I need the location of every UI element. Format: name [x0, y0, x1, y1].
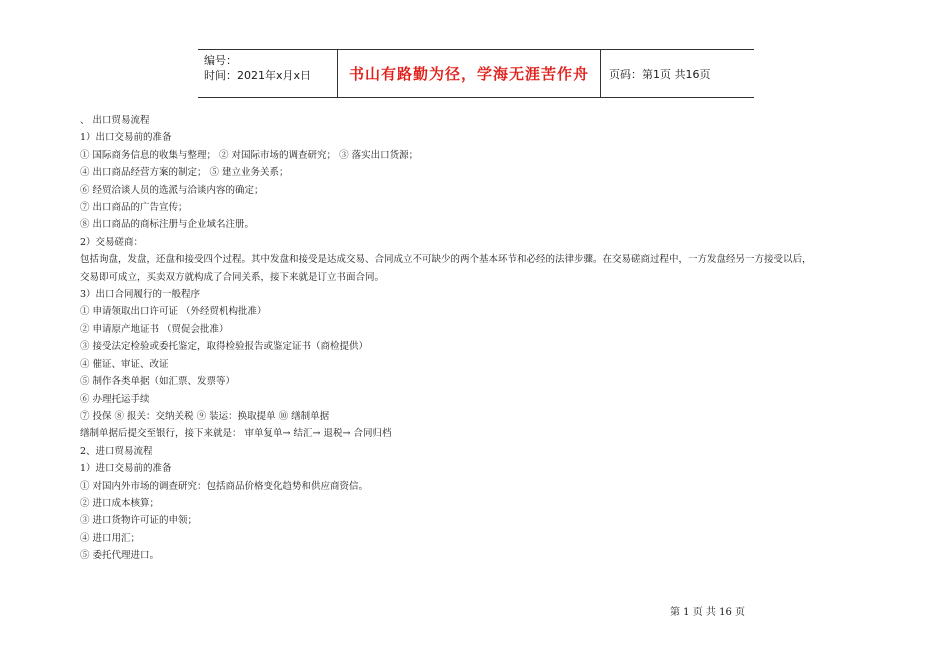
list-item: ⑥ 办理托运手续: [80, 393, 150, 405]
paragraph-line: 缮制单据后提交至银行，接下来就是： 审单复单→ 结汇→ 退税→ 合同归档: [80, 428, 392, 440]
page-footer: 第 1 页 共 16 页: [670, 607, 745, 618]
list-item: ③ 接受法定检验或委托鉴定，取得检验报告或鉴定证书（商检提供）: [80, 341, 369, 353]
document-header: [198, 49, 754, 98]
subheading: 1）出口交易前的准备: [80, 132, 172, 144]
subheading: 2）交易磋商：: [80, 236, 144, 248]
list-item: ④ 出口商品经营方案的制定； ⑤ 建立业务关系；: [80, 167, 289, 179]
list-item: ⑥ 经贸洽谈人员的选派与洽谈内容的确定；: [80, 184, 264, 196]
list-item: ⑦ 出口商品的广告宣传；: [80, 202, 188, 214]
header-info: [198, 50, 338, 97]
motto: 书山有路勤为径，学海无涯苦作舟: [338, 50, 601, 97]
list-item: ⑧ 出口商品的商标注册与企业域名注册。: [80, 219, 255, 231]
number-label: 编号：: [204, 54, 237, 67]
list-item: ① 申请领取出口许可证 （外经贸机构批准）: [80, 306, 267, 318]
section-heading: 2、进口贸易流程: [80, 445, 153, 457]
list-item: ④ 进口用汇；: [80, 532, 141, 544]
subheading: 1）进口交易前的准备: [80, 463, 172, 475]
list-item: ① 对国内外市场的调查研究：包括商品价格变化趋势和供应商资信。: [80, 480, 369, 492]
paragraph-line: 交易即可成立，买卖双方就构成了合同关系，接下来就是订立书面合同。: [80, 271, 385, 283]
list-item: ② 进口成本核算；: [80, 497, 160, 509]
list-item: ⑤ 委托代理进口。: [80, 550, 160, 562]
list-item: ⑦ 投保 ⑧ 报关：交纳关税 ⑨ 装运：换取提单 ⑩ 缮制单据: [80, 410, 330, 422]
list-item: ③ 进口货物许可证的申领；: [80, 515, 198, 527]
page-code: 页码：第1页 共16页: [609, 67, 711, 81]
subheading: 3）出口合同履行的一般程序: [80, 289, 201, 301]
list-item: ① 国际商务信息的收集与整理； ② 对国际市场的调查研究； ③ 落实出口货源；: [80, 149, 419, 161]
document-body: [80, 112, 870, 565]
list-item: ④ 催证、审证、改证: [80, 358, 169, 370]
list-item: ⑤ 制作各类单据（如汇票、发票等）: [80, 376, 236, 388]
paragraph-line: 包括询盘，发盘，还盘和接受四个过程。其中发盘和接受是达成交易、合同成立不可缺少的两个基本环节和必经的法律步骤。在交易磋商过程中，一方发盘经另一方接受以后，: [80, 254, 812, 266]
list-item: ② 申请原产地证书 （贸促会批准）: [80, 323, 229, 335]
time-label: 时间：2021年x月x日: [204, 69, 312, 82]
section-heading: 、 出口贸易流程: [80, 115, 150, 126]
